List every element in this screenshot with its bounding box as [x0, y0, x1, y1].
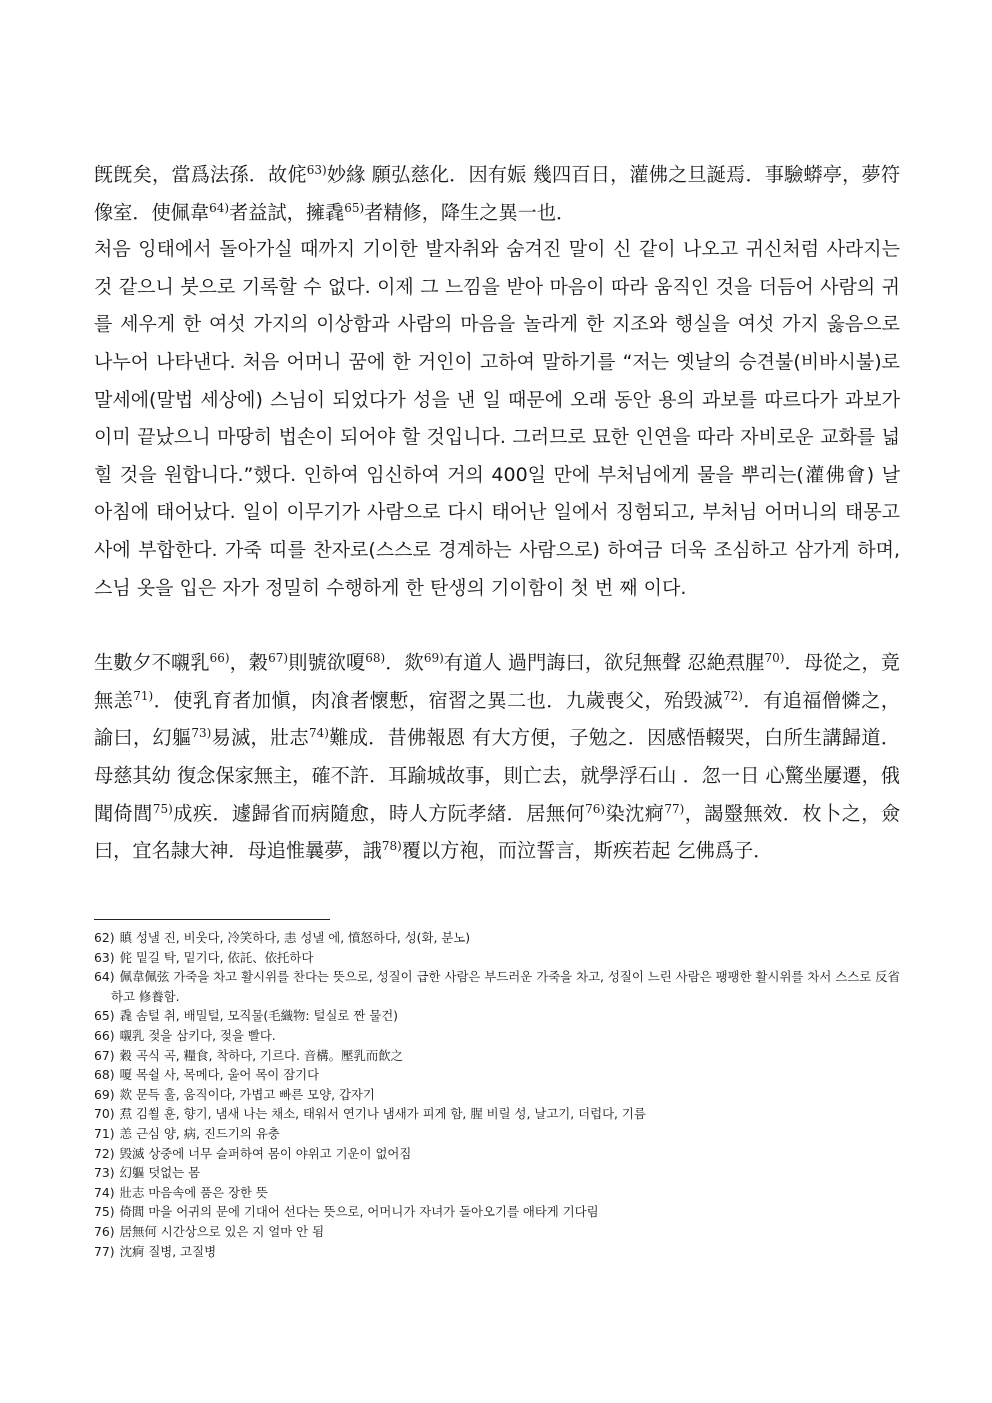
footnote-number: 64) — [94, 969, 115, 985]
footnote-text: 壯志 마음속에 품은 장한 뜻 — [119, 1184, 268, 1200]
footnote-item — [94, 1104, 900, 1124]
footnote-item — [94, 1163, 900, 1183]
footnote-number: 74) — [94, 1184, 115, 1200]
footnote-number: 71) — [94, 1125, 115, 1141]
footnote-reference: 75) — [152, 801, 173, 816]
footnote-text: 毳 솜털 취, 배밀털, 모직물(毛織物: 털실로 짠 물건) — [119, 1008, 399, 1024]
main-text — [94, 156, 900, 870]
footnote-number: 72) — [94, 1145, 115, 1161]
footnote-item — [94, 1085, 900, 1105]
text-segment: 成疾．遽歸省而病隨愈，時人方阮孝緖．居無何 — [172, 801, 586, 825]
text-segment: 則號欲嗄 — [288, 651, 366, 675]
footnote-item — [94, 1202, 900, 1222]
footnote-text: 幻軀 덧없는 몸 — [119, 1165, 201, 1181]
footnote-reference: 65) — [344, 200, 365, 215]
text-segment: 者益試，擁毳 — [229, 200, 345, 224]
text-segment: 易滅，壯志 — [211, 726, 309, 750]
footnote-item — [94, 1183, 900, 1203]
paragraph-gap — [94, 607, 900, 644]
footnote-text: 焄 김쐴 훈, 향기, 냄새 나는 채소, 태워서 연기나 냄새가 피게 함, 腥 비릴 성, 날고기, 더럽다, 기름 — [119, 1106, 646, 1122]
footnote-item — [94, 1144, 900, 1164]
footnote-item — [94, 1065, 900, 1085]
footnote-item — [94, 1222, 900, 1242]
footnote-number: 76) — [94, 1223, 115, 1239]
footnote-text: 嚫乳 젖을 삼키다, 젖을 빨다. — [119, 1027, 276, 1043]
classical-text-paragraph — [94, 644, 900, 870]
text-segment: 旣旣矣，當爲法孫．故侂 — [94, 163, 307, 186]
footnote-text: 恙 근심 양, 病, 진드기의 유충 — [119, 1125, 280, 1141]
footnote-reference: 77) — [664, 801, 685, 816]
footnote-number: 70) — [94, 1106, 115, 1122]
footnote-separator — [94, 919, 330, 920]
footnote-text: 居無何 시간상으로 있은 지 얼마 안 됨 — [119, 1223, 325, 1239]
footnote-text: 嗄 목쉴 사, 목메다, 울어 목이 잠기다 — [119, 1067, 320, 1083]
footnote-number: 65) — [94, 1008, 115, 1024]
text-segment: ．有追福僧憐之，諭曰，幻軀 — [94, 688, 901, 750]
footnote-number: 67) — [94, 1047, 115, 1063]
footnote-text: 倚閭 마을 어귀의 문에 기대어 선다는 뜻으로, 어머니가 자녀가 돌아오기를 애타게 기다림 — [119, 1204, 599, 1220]
text-segment: 染沈痾 — [605, 801, 665, 825]
footnote-reference: 78) — [381, 839, 402, 854]
footnote-number: 73) — [94, 1165, 115, 1181]
footnote-number: 62) — [94, 930, 115, 945]
text-segment: 妙緣 願弘慈化．因有娠 幾四百日，灌佛之旦誕焉．事驗蟒亭，夢符像室．使佩韋 — [94, 163, 901, 224]
footnote-text: 瞋 성낼 진, 비웃다, 冷笑하다, 恚 성낼 에, 憤怒하다, 성(화, 분노) — [119, 930, 471, 945]
footnote-item — [94, 1006, 900, 1026]
footnote-reference: 70) — [764, 651, 785, 666]
text-segment: ．母從之，竟無恙 — [94, 651, 900, 712]
footnote-number: 69) — [94, 1086, 115, 1102]
footnote-text: 佩韋佩弦 가죽을 차고 활시위를 찬다는 뜻으로, 성질이 급한 사람은 부드러운 가죽을 차고, 성질이 느린 사람은 팽팽한 활시위를 차서 스스로 反省하고 修養함. — [111, 969, 900, 1004]
footnote-text: 侂 밑길 탁, 밑기다, 依託、依托하다 — [119, 949, 314, 965]
footnote-reference: 63) — [306, 163, 327, 177]
translation-paragraph — [94, 231, 900, 607]
text-segment: 生數夕不嚫乳 — [94, 651, 210, 675]
text-segment: ，穀 — [229, 651, 269, 675]
footnote-text: 欻 문득 훌, 움직이다, 가볍고 빠른 모양, 갑자기 — [119, 1086, 375, 1102]
footnote-reference: 76) — [585, 801, 606, 816]
footnote-reference: 67) — [268, 651, 289, 666]
footnote-reference: 72) — [723, 688, 743, 703]
footnote-item — [94, 967, 900, 1006]
footnote-text: 沈痾 질병, 고질병 — [119, 1243, 217, 1259]
text-segment: 難成．昔佛報恩 有大方便，子勉之．因感悟輟哭，白所生講歸道．母慈其幼 復念保家無主，確不許．耳踰城故事，則亡去，就學浮石山 ．忽一日 心驚坐屢遷，俄聞倚閭 — [94, 726, 901, 825]
footnote-item — [94, 948, 900, 968]
footnote-number: 77) — [94, 1243, 115, 1259]
footnote-number: 63) — [94, 949, 115, 965]
footnote-item — [94, 1026, 900, 1046]
footnote-number: 66) — [94, 1027, 115, 1043]
text-segment: ，謁毉無效．枚卜之，僉曰，宜名隷大神．母追惟曩夢，誐 — [94, 801, 901, 863]
text-segment: 처음 잉태에서 돌아가실 때까지 기이한 발자취와 숨겨진 말이 신 같이 나오고 귀신처럼 사라지는 것 같으니 붓으로 기록할 수 없다. 이제 그 느낌을 받아 마음이 따라 움직인 것을 더듬어 사람의 귀를 세우게 한 여섯 가지의 이상함과 사람의 마음을 놀라게 한 지조와 행실을 여섯 가지 옳음으로 나누어 나타낸다. 처음 어머니 꿈에 한 거인이 고하여 말하기를 “저는 옛날의 승견불(비바시불)로 말세에(말법 세상에) 스님이 되었다가 성을 낸 일 때문에 오래 동안 용의 과보를 따르다가 과보가 이미 끝났으니 마땅히 법손이 되어야 할 것입니다. 그러므로 묘한 인연을 따라 자비로운 교화를 넓힐 것을 원합니다.”했다. 인하여 임신하여 거의 400일 만에 부처님에게 물을 뿌리는(灌佛會) 날 아침에 태어났다. 일이 이무기가 사람으로 다시 태어난 일에서 징험되고, 부처님 어머니의 태몽고사에 부합한다. 가죽 띠를 찬자로(스스로 경계하는 사람으로) 하여금 더욱 조심하고 삼가게 하며, 스님 옷을 입은 자가 정밀히 수행하게 한 탄생의 기이함이 첫 번 째 이다. — [94, 238, 900, 599]
footnote-item — [94, 1124, 900, 1144]
footnotes — [94, 928, 900, 1261]
text-segment: 者精修，降生之異一也． — [364, 200, 576, 224]
classical-text-paragraph — [94, 156, 900, 231]
footnote-reference: 73) — [191, 726, 212, 741]
footnote-reference: 71) — [133, 688, 154, 703]
footnote-item — [94, 1242, 900, 1262]
footnote-item — [94, 928, 900, 948]
footnote-text: 毁滅 상중에 너무 슬퍼하여 몸이 야위고 기운이 없어짐 — [119, 1145, 412, 1161]
text-segment: 有道人 過門誨曰，欲兒無聲 忍絶焄腥 — [443, 651, 765, 675]
text-segment: ．使乳育者加愼，肉飡者懷慙，宿習之異二也．九歲喪父，殆毁滅 — [153, 688, 723, 712]
footnote-reference: 66) — [209, 651, 230, 666]
footnote-reference: 64) — [209, 200, 230, 215]
footnote-reference: 68) — [365, 651, 386, 666]
text-segment: ．欻 — [385, 651, 424, 675]
footnote-text: 穀 곡식 곡, 糧食, 착하다, 기르다. 音構。壓乳而飮之 — [119, 1047, 404, 1063]
footnote-reference: 74) — [308, 726, 329, 741]
footnote-number: 75) — [94, 1204, 115, 1220]
text-segment: 覆以方袍，而泣誓言，斯疾若起 乞佛爲子． — [401, 839, 773, 863]
footnote-reference: 69) — [423, 651, 444, 666]
footnote-number: 68) — [94, 1067, 115, 1083]
footnote-item — [94, 1046, 900, 1066]
